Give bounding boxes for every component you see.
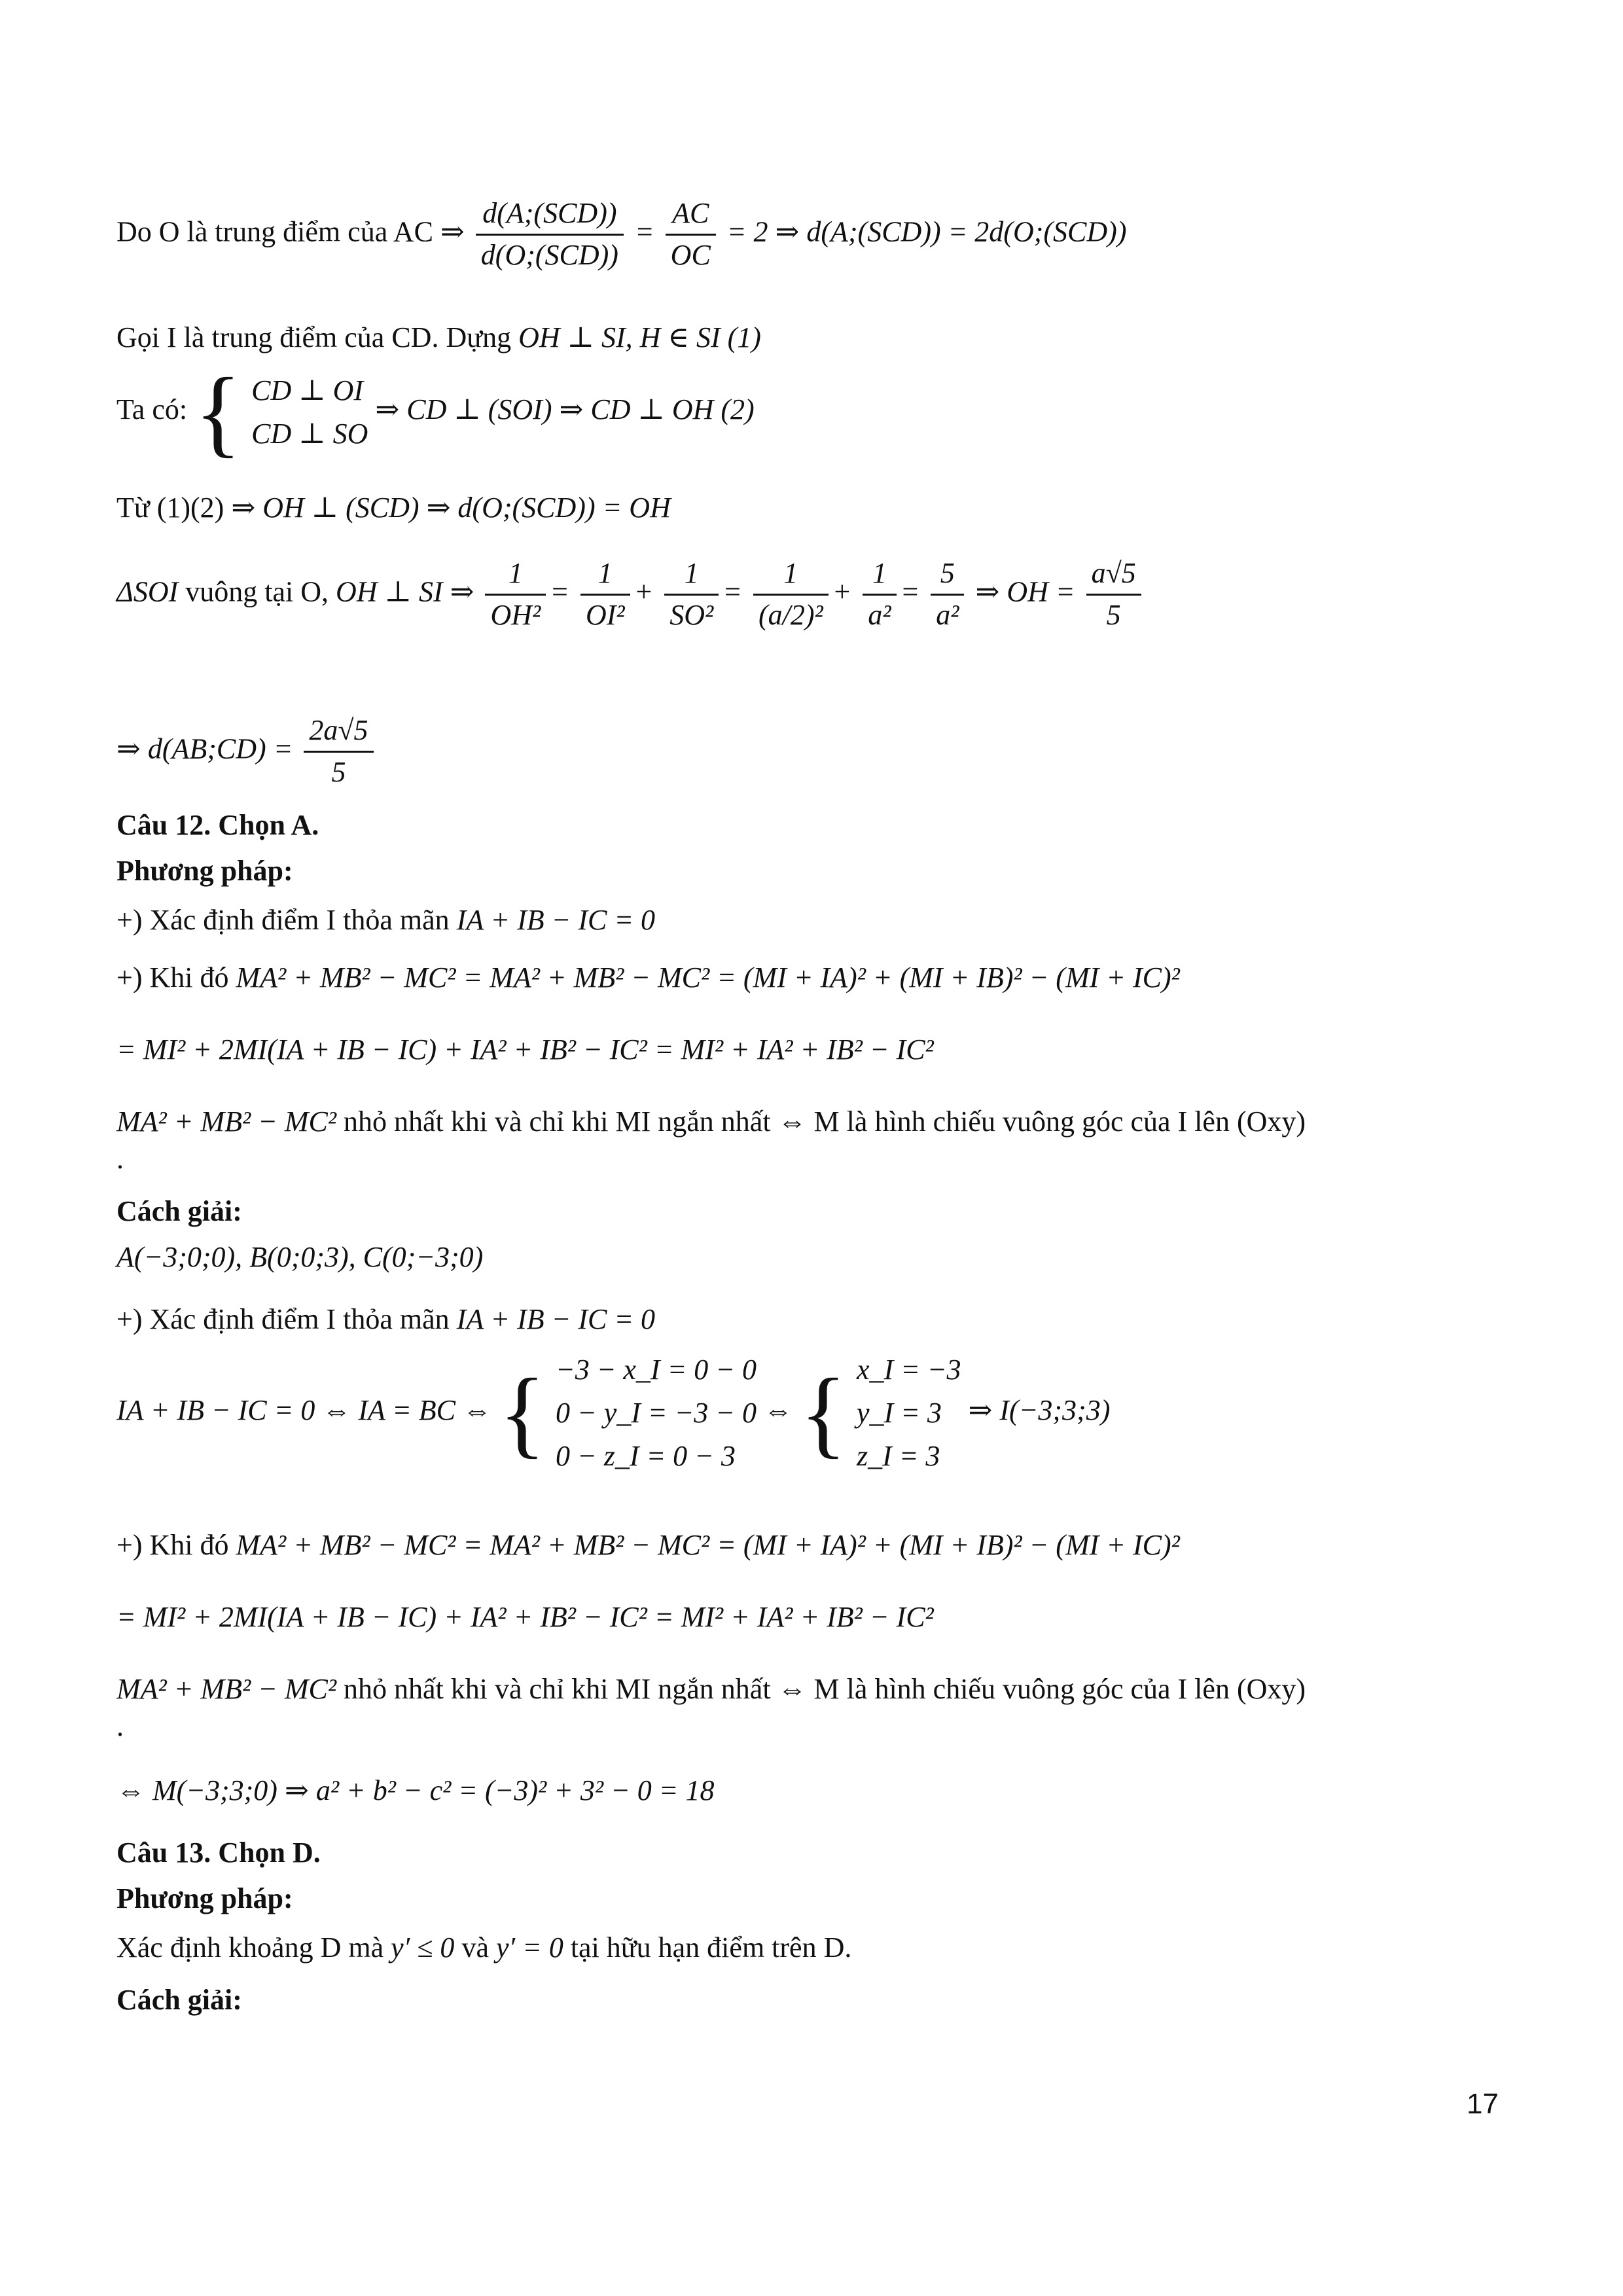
equation-rest: = 2 ⇒ d(A;(SCD)) = 2d(O;(SCD)) [726,215,1127,248]
math: ⇔ M(−3;3;0) ⇒ a² + b² − c² = (−3)² + 3² − 0 = 18 [116,1774,715,1806]
solution-line-4 [116,1528,1180,1563]
math: MA² + MB² − MC² [116,1673,337,1705]
method-line-3 [116,1033,934,1067]
math: ⇒ d(AB;CD) = [116,732,293,765]
method-line-1 [116,1931,851,1965]
plus: + [633,575,654,608]
text: vuông tại O, [185,575,329,608]
line-system-cd [116,358,755,467]
label-solution: Cách giải: [116,1984,242,2016]
fraction [664,556,719,633]
numerator: 1 [753,556,829,596]
system-row: y_I = 3 [856,1397,942,1429]
line-triangle-soi [116,556,1145,633]
denominator: SO² [669,598,714,631]
math: = MI² + 2MI(IA + IB − IC) + IA² + IB² − IC² = MI² + IA² + IB² − IC² [116,1601,934,1633]
text: nhỏ nhất khi và chỉ khi MI ngắn nhất ⇔ M là hình chiếu vuông góc của I lên (Oxy) [344,1673,1306,1705]
text: Do O là trung điểm của AC [116,215,433,248]
label-method: Phương pháp: [116,855,293,887]
numerator: d(A;(SCD)) [476,196,624,236]
system-row: CD ⊥ OI [251,374,364,406]
plus: + [832,575,852,608]
system-b [857,1348,961,1478]
fraction-distance-ratio [476,196,624,273]
line-define-i [116,321,761,355]
fraction [304,713,373,790]
result: ⇒ I(−3;3;3) [968,1394,1111,1427]
solution-line-6 [116,1672,1306,1707]
text: Ta có: [116,393,188,426]
denominator: a² [936,598,959,631]
equals: = [550,575,569,608]
math: OH ⊥ SI ⇒ [336,575,474,608]
denominator: 5 [331,755,346,788]
triangle-label: ΔSOI [116,575,179,608]
denominator: a² [868,598,891,631]
fraction-ac-oc [666,196,716,273]
system-row: z_I = 3 [856,1440,940,1472]
denominator: d(O;(SCD)) [480,238,618,271]
left-brace: { [499,1359,546,1467]
math: IA + IB − IC = 0 [456,1303,656,1335]
heading-cau-13: Câu 13. Chọn D. [116,1837,321,1869]
system-a [556,1348,757,1478]
denominator: OC [670,238,711,271]
system-row: x_I = −3 [856,1354,961,1386]
system [251,369,368,456]
text: nhỏ nhất khi và chỉ khi MI ngắn nhất ⇔ M là hình chiếu vuông góc của I lên (Oxy) [344,1105,1306,1138]
fraction [485,556,546,633]
equals: = [722,575,742,608]
text: +) Khi đó [116,1529,229,1561]
math: MA² + MB² − MC² [116,1105,337,1138]
system-row: 0 − z_I = 0 − 3 [556,1440,736,1472]
fraction [931,556,964,633]
solution-line-7 [116,1774,714,1808]
numerator: AC [666,196,716,236]
left-brace: { [194,358,242,467]
system-row: −3 − x_I = 0 − 0 [556,1354,757,1386]
text: +) Xác định điểm I thỏa mãn [116,904,450,936]
denominator: OI² [585,598,625,631]
numerator: 1 [664,556,719,596]
text: +) Khi đó [116,961,229,994]
fraction [753,556,829,633]
math: = MI² + 2MI(IA + IB − IC) + IA² + IB² − IC² = MI² + IA² + IB² − IC² [116,1033,934,1066]
math: MA² + MB² − MC² = MA² + MB² − MC² = (MI + IA)² + (MI + IB)² − (MI + IC)² [236,1529,1180,1561]
text: Từ (1)(2) [116,492,224,524]
numerator: 1 [863,556,896,596]
solution-line-3-system [116,1348,1110,1478]
math: y′ ≤ 0 [391,1931,455,1964]
math: MA² + MB² − MC² = MA² + MB² − MC² = (MI + IA)² + (MI + IB)² − (MI + IC)² [236,961,1180,994]
left-brace: { [799,1359,847,1467]
text: Xác định khoảng D mà [116,1931,384,1964]
text: và [461,1931,489,1964]
result: ⇒ OH = [975,575,1075,608]
equation-rest: ⇒ CD ⊥ (SOI) ⇒ CD ⊥ OH (2) [375,393,755,426]
line-midpoint-ac [116,196,1126,273]
line-distance-ab-cd [116,713,378,790]
method-line-4 [116,1105,1306,1139]
denominator: 5 [1106,598,1121,631]
fraction [580,556,630,633]
fraction [1086,556,1141,633]
method-line-1 [116,903,655,938]
solution-line-1 [116,1240,483,1275]
solution-line-2 [116,1302,655,1337]
text: +) Xác định điểm I thỏa mãn [116,1303,450,1335]
solution-line-5 [116,1600,934,1635]
fraction [863,556,896,633]
method-line-2 [116,961,1180,996]
math: y′ = 0 [495,1931,563,1964]
label-solution: Cách giải: [116,1195,242,1227]
numerator: a√5 [1086,556,1141,596]
math: IA + IB − IC = 0 [456,904,656,936]
numerator: 5 [931,556,964,596]
system-row: CD ⊥ SO [251,418,368,450]
text: tại hữu hạn điểm trên D. [570,1931,852,1964]
implies: ⇒ [433,215,465,248]
math: A(−3;0;0), B(0;0;3), C(0;−3;0) [116,1241,484,1273]
math: IA + IB − IC = 0 ⇔ IA = BC ⇔ [116,1394,491,1427]
numerator: 2a√5 [304,713,373,753]
system-row: 0 − y_I = −3 − 0 [556,1397,757,1429]
math: OH ⊥ SI, H ∈ SI (1) [518,321,761,353]
numerator: 1 [485,556,546,596]
equivalent: ⇔ [763,1394,793,1427]
denominator: (a/2)² [758,598,823,631]
method-line-4-dot: . [116,1143,124,1175]
equals: = [900,575,920,608]
equals: = [634,215,654,248]
numerator: 1 [580,556,630,596]
page-number: 17 [1467,2088,1499,2120]
heading-cau-12: Câu 12. Chọn A. [116,809,319,841]
label-method: Phương pháp: [116,1882,293,1914]
denominator: OH² [490,598,541,631]
text: Gọi I là trung điểm của CD. Dựng [116,321,512,353]
math: ⇒ OH ⊥ (SCD) ⇒ d(O;(SCD)) = OH [231,492,671,524]
line-from-1-2 [116,491,671,526]
solution-line-6-dot: . [116,1710,124,1742]
